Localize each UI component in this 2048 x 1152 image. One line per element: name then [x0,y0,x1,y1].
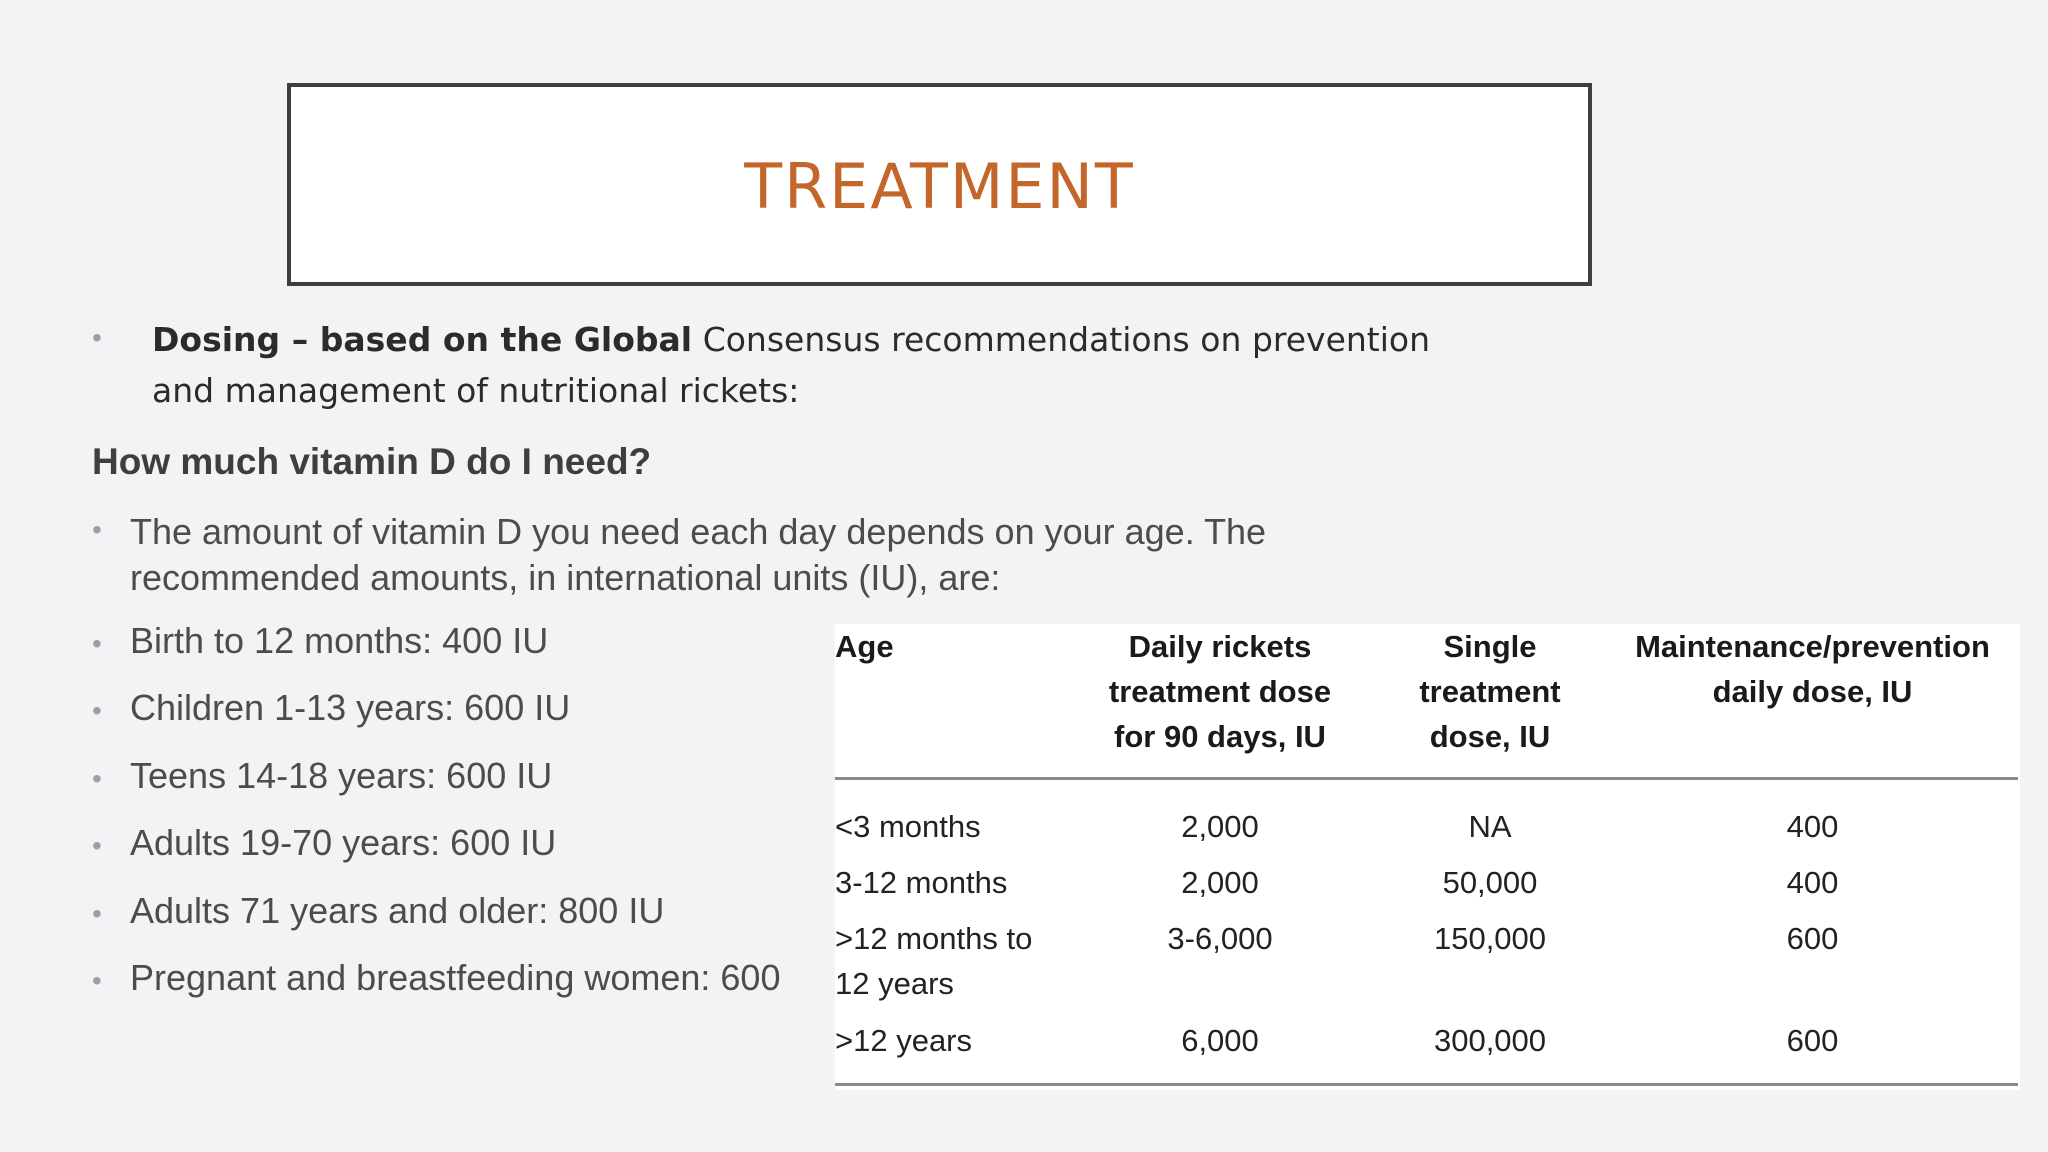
header-single-dose: Single treatment dose, IU [1419,629,1561,754]
title-box [287,83,1592,286]
intro-rest: Consensus recommendations on prevention and management of nutritional rickets: [152,320,1430,410]
bullet-icon: • [92,695,102,726]
header-age: Age [835,629,894,664]
cell-daily: 2,000 [1181,865,1259,900]
bullet-icon: • [92,322,102,353]
paragraph-line: recommended amounts, in international units (IU), are: [130,557,1001,598]
cell-single: NA [1468,809,1512,844]
cell-single: 50,000 [1442,865,1538,900]
cell-maintenance: 400 [1786,865,1839,900]
dosing-table [835,624,2020,1090]
list-item: Adults 71 years and older: 800 IU [130,890,665,931]
bullet-icon: • [92,830,102,861]
bullet-icon: • [92,965,102,996]
header-maintenance: Maintenance/prevention daily dose, IU [1635,629,1990,709]
slide-title: TREATMENT [744,150,1135,223]
paragraph [130,509,1266,601]
list-item: Pregnant and breastfeeding women: 600 [130,957,781,998]
cell-age: >12 months to 12 years [835,921,1033,1001]
list-item: Children 1-13 years: 600 IU [130,687,571,728]
cell-single: 150,000 [1433,921,1547,956]
table-rule-top [835,777,2018,780]
bullet-icon: • [92,514,102,545]
table-rule-bottom [835,1083,2018,1086]
section-heading: How much vitamin D do I need? [92,441,652,482]
cell-maintenance: 600 [1786,1023,1839,1058]
cell-daily: 6,000 [1181,1023,1259,1058]
list-item: Adults 19-70 years: 600 IU [130,822,557,863]
cell-age: >12 years [835,1023,973,1058]
bullet-icon: • [92,628,102,659]
intro-text [152,314,1430,416]
header-daily-dose: Daily rickets treatment dose for 90 days, IU [1108,629,1332,754]
cell-maintenance: 400 [1786,809,1839,844]
intro-bold: Dosing – based on the Global [152,320,693,359]
bullet-icon: • [92,898,102,929]
cell-daily: 2,000 [1181,809,1259,844]
cell-age: <3 months [835,809,981,844]
cell-daily: 3-6,000 [1167,921,1273,956]
cell-single: 300,000 [1433,1023,1547,1058]
list-item: Teens 14-18 years: 600 IU [130,755,553,796]
bullet-icon: • [92,763,102,794]
cell-age: 3-12 months [835,865,1008,900]
paragraph-line: The amount of vitamin D you need each day depends on your age. The [130,511,1267,552]
list-item: Birth to 12 months: 400 IU [130,620,549,661]
cell-maintenance: 600 [1786,921,1839,956]
